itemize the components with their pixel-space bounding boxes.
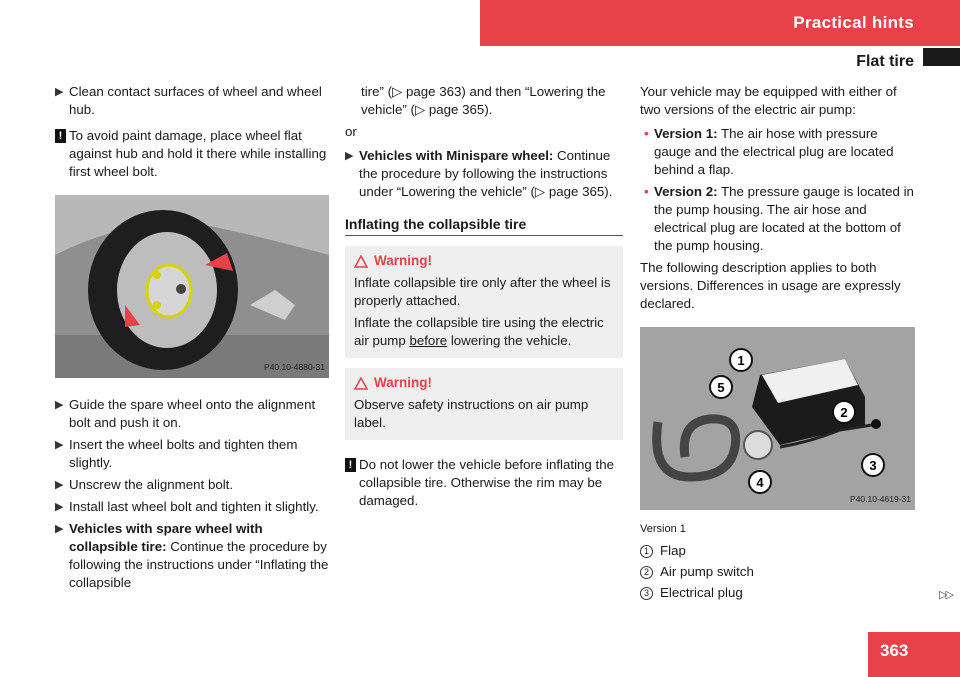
step-minispare: ▶ Vehicles with Minispare wheel: Continue the procedure by following the instructions under “Lowering the vehicle” (▷ page 365). xyxy=(345,148,613,199)
header-marker xyxy=(923,48,960,66)
warning-triangle-icon xyxy=(354,377,368,390)
warning-box-1 xyxy=(345,246,623,358)
continue-arrow-icon: ▷▷ xyxy=(939,589,952,601)
step-arrow-icon: ▶ xyxy=(55,501,64,513)
step-unscrew-bolt: ▶ Unscrew the alignment bolt. xyxy=(55,477,234,492)
legend-item: 3 Electrical plug xyxy=(640,584,916,602)
spare-wheel-photo xyxy=(55,195,329,378)
callout-5: 5 xyxy=(717,380,725,395)
intro-text: Your vehicle may be equipped with either of two versions of the electric air pump: xyxy=(640,84,897,117)
notice-lowering: ! Do not lower the vehicle before inflating the collapsible tire. Otherwise the rim may be damaged. xyxy=(345,456,623,510)
step-collapsible-tire: ▶ Vehicles with spare wheel with collapsible tire: Continue the procedure by following the instructions under “Inflating the collapsible xyxy=(55,521,329,590)
header-bar xyxy=(480,0,960,46)
or-text: or xyxy=(345,124,357,139)
warning-box-2 xyxy=(345,368,623,440)
exclamation-icon: ! xyxy=(55,129,66,143)
callout-4: 4 xyxy=(756,475,764,490)
description-text: The following description applies to both versions. Differences in usage are expressly declared. xyxy=(640,260,901,311)
section-heading: Inflating the collapsible tire xyxy=(345,215,623,236)
figure-caption: Version 1 xyxy=(640,523,686,535)
step-clean-surfaces: ▶ Clean contact surfaces of wheel and wheel hub. xyxy=(55,84,322,117)
callout-3: 3 xyxy=(869,458,877,473)
version-1-item: • Version 1: The air hose with pressure gauge and the electrical plug are located behind a flap. xyxy=(644,126,894,177)
step-arrow-icon: ▶ xyxy=(55,86,64,98)
callout-2: 2 xyxy=(840,405,848,420)
warning-triangle-icon xyxy=(354,255,368,268)
subsection-title: Flat tire xyxy=(856,53,914,70)
section-title: Practical hints xyxy=(793,13,914,32)
exclamation-icon: ! xyxy=(345,458,356,472)
photo-code: P40.10-4619-31 xyxy=(850,494,911,504)
step-arrow-icon: ▶ xyxy=(55,399,64,411)
column-right xyxy=(640,83,916,605)
photo-code: P40.10-4880-31 xyxy=(264,362,325,372)
step-arrow-icon: ▶ xyxy=(55,479,64,491)
step-guide-wheel: ▶ Guide the spare wheel onto the alignment bolt and push it on. xyxy=(55,397,316,430)
notice-paint: ! To avoid paint damage, place wheel flat against hub and hold it there while installing first wheel bolt. xyxy=(55,127,331,181)
column-left xyxy=(55,83,331,596)
step-arrow-icon: ▶ xyxy=(345,150,354,162)
callout-1: 1 xyxy=(737,353,745,368)
step-arrow-icon: ▶ xyxy=(55,523,64,535)
air-pump-photo xyxy=(640,327,915,510)
warning-text: Observe safety instructions on air pump label. xyxy=(354,397,589,430)
step-insert-bolts: ▶ Insert the wheel bolts and tighten them slightly. xyxy=(55,437,298,470)
warning-text: Inflate the collapsible tire using the electric air pump before lowering the vehicle. xyxy=(354,315,604,348)
legend-item: 1 Flap xyxy=(640,542,916,560)
version-2-item: • Version 2: The pressure gauge is located in the pump housing. The air hose and electrical plug are located at the bottom of the pump housing. xyxy=(644,184,914,253)
step-install-last-bolt: ▶ Install last wheel bolt and tighten it slightly. xyxy=(55,499,319,514)
warning-text: Inflate collapsible tire only after the wheel is properly attached. xyxy=(354,275,611,308)
continued-text: tire” (▷ page 363) and then “Lowering the vehicle” (▷ page 365). xyxy=(361,84,606,117)
warning-title: Warning! xyxy=(354,374,615,392)
step-arrow-icon: ▶ xyxy=(55,439,64,451)
column-middle xyxy=(345,83,623,520)
legend-item: 2 Air pump switch xyxy=(640,563,916,581)
page-number: 363 xyxy=(868,632,960,677)
warning-title: Warning! xyxy=(354,252,615,270)
